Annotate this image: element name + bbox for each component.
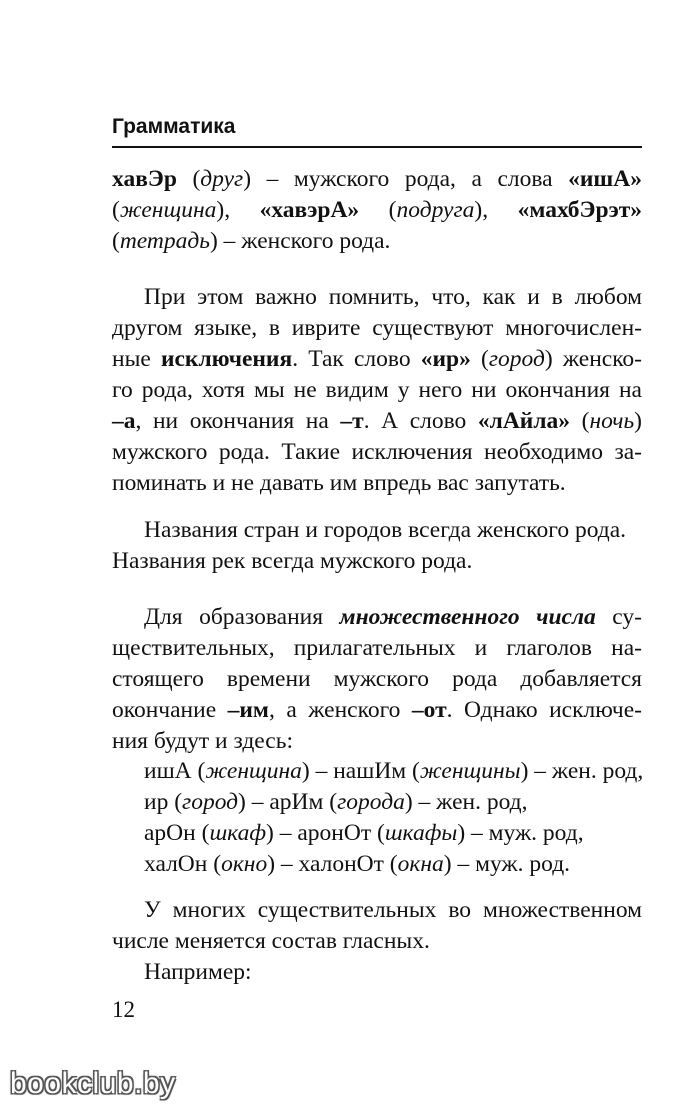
translation-italic: города bbox=[337, 789, 405, 815]
text-line: Названия стран и городов всегда женского рода. bbox=[144, 517, 627, 543]
translation-italic: шкафы bbox=[384, 820, 458, 846]
text-line: го рода, хотя мы не видим у него ни окончания на bbox=[112, 377, 642, 403]
text-run: ( bbox=[359, 197, 397, 223]
text-run: ишА ( bbox=[144, 758, 206, 784]
text-run: ( bbox=[176, 166, 201, 192]
term-bold: –им bbox=[227, 697, 269, 723]
text-line bbox=[112, 406, 642, 437]
term-bold: «хавэрА» bbox=[259, 197, 360, 223]
term-bold: «ир» bbox=[420, 346, 471, 372]
list-item bbox=[144, 818, 643, 849]
translation-italic: женщины bbox=[419, 758, 521, 784]
term-bold: хавЭр bbox=[112, 166, 177, 192]
text-run: ные bbox=[112, 346, 161, 372]
text-run: , а женского bbox=[268, 697, 412, 723]
text-run: ( bbox=[112, 228, 120, 254]
translation-italic: женщина bbox=[119, 197, 217, 223]
text-run: ( bbox=[112, 197, 120, 223]
paragraph-gender-examples bbox=[112, 164, 642, 257]
text-run: арОн ( bbox=[144, 820, 210, 846]
term-bold: –а bbox=[112, 408, 136, 434]
paragraph-exceptions bbox=[112, 282, 642, 499]
text-run: ( bbox=[570, 408, 590, 434]
text-run: ) – арИм ( bbox=[238, 789, 338, 815]
text-line bbox=[112, 164, 642, 195]
term-bold: исключения bbox=[160, 346, 293, 372]
text-run: ) – нашИм ( bbox=[301, 758, 420, 784]
text-line: Например: bbox=[144, 959, 252, 985]
text-line: стоящего времени мужского рода добавляется bbox=[112, 666, 642, 692]
site-watermark: bookclub.by bbox=[10, 1067, 176, 1100]
term-bold: «лАйла» bbox=[477, 408, 571, 434]
text-run: , ни окончания на bbox=[135, 408, 341, 434]
text-line bbox=[112, 195, 642, 226]
text-run: халОн ( bbox=[144, 851, 222, 877]
text-run: ) bbox=[634, 408, 642, 434]
term-bold: –от bbox=[411, 697, 447, 723]
text-run: ) – жен. род, bbox=[404, 789, 528, 815]
text-run: ) – аронОт ( bbox=[266, 820, 385, 846]
text-line bbox=[112, 226, 642, 257]
term-bold: «ишА» bbox=[568, 166, 642, 192]
translation-italic: ночь bbox=[589, 408, 635, 434]
text-line: числе меняется состав гласных. bbox=[112, 928, 430, 954]
list-item bbox=[144, 849, 643, 880]
text-run: ) – женского рода. bbox=[209, 228, 391, 254]
page-header-title: Грамматика bbox=[112, 115, 236, 138]
paragraph-plural bbox=[112, 602, 642, 757]
plural-examples-list bbox=[144, 756, 643, 880]
translation-italic: тетрадь bbox=[119, 228, 210, 254]
paragraph-countries-rivers bbox=[112, 515, 642, 577]
text-line: ществительных, прилагательных и глаголов на- bbox=[112, 635, 642, 661]
text-run: . А слово bbox=[363, 408, 478, 434]
text-line: При этом важно помнить, что, как и в любом bbox=[144, 284, 642, 310]
text-run: ), bbox=[474, 197, 518, 223]
translation-italic: подруга bbox=[396, 197, 475, 223]
text-run: ) – муж. род. bbox=[443, 851, 571, 877]
text-run: окончание bbox=[112, 697, 228, 723]
text-run: ) – муж. род, bbox=[457, 820, 584, 846]
list-item bbox=[144, 756, 643, 787]
header-rule bbox=[112, 146, 642, 148]
text-line: У многих существительных во множественном bbox=[144, 897, 642, 923]
term-bold: –т bbox=[340, 408, 364, 434]
page-number: 12 bbox=[112, 997, 135, 1022]
term-bold-italic: множественного числа bbox=[339, 604, 596, 630]
translation-italic: женщина bbox=[205, 758, 302, 784]
text-run: ) – жен. род, bbox=[520, 758, 644, 784]
translation-italic: окна bbox=[397, 851, 444, 877]
text-line: мужского рода. Такие исключения необходимо за- bbox=[112, 439, 642, 465]
text-line: Названия рек всегда мужского рода. bbox=[112, 548, 473, 574]
text-run: ) – мужского рода, а слова bbox=[243, 166, 569, 192]
text-line bbox=[112, 695, 642, 726]
text-run: су- bbox=[595, 604, 642, 630]
text-run: Для образования bbox=[144, 604, 340, 630]
text-run: . Так слово bbox=[292, 346, 421, 372]
text-line bbox=[112, 344, 642, 375]
text-run: ир ( bbox=[144, 789, 183, 815]
text-line: другом языке, в иврите существуют многочислен- bbox=[112, 315, 642, 341]
translation-italic: город bbox=[182, 789, 239, 815]
translation-italic: окно bbox=[221, 851, 268, 877]
list-item bbox=[144, 787, 643, 818]
text-line: ния будут и здесь: bbox=[112, 728, 293, 754]
translation-italic: город bbox=[488, 346, 545, 372]
text-line: поминать и не давать им впредь вас запутать. bbox=[112, 470, 566, 496]
term-bold: «махбЭрэт» bbox=[517, 197, 643, 223]
translation-italic: друг bbox=[200, 166, 244, 192]
paragraph-vowel-change bbox=[112, 895, 642, 988]
text-run: . Однако исключе- bbox=[446, 697, 642, 723]
text-line bbox=[112, 602, 642, 633]
text-run: ) женско- bbox=[544, 346, 642, 372]
text-run: ), bbox=[216, 197, 260, 223]
text-run: ) – халонОт ( bbox=[267, 851, 398, 877]
text-run: ( bbox=[470, 346, 489, 372]
translation-italic: шкаф bbox=[209, 820, 267, 846]
